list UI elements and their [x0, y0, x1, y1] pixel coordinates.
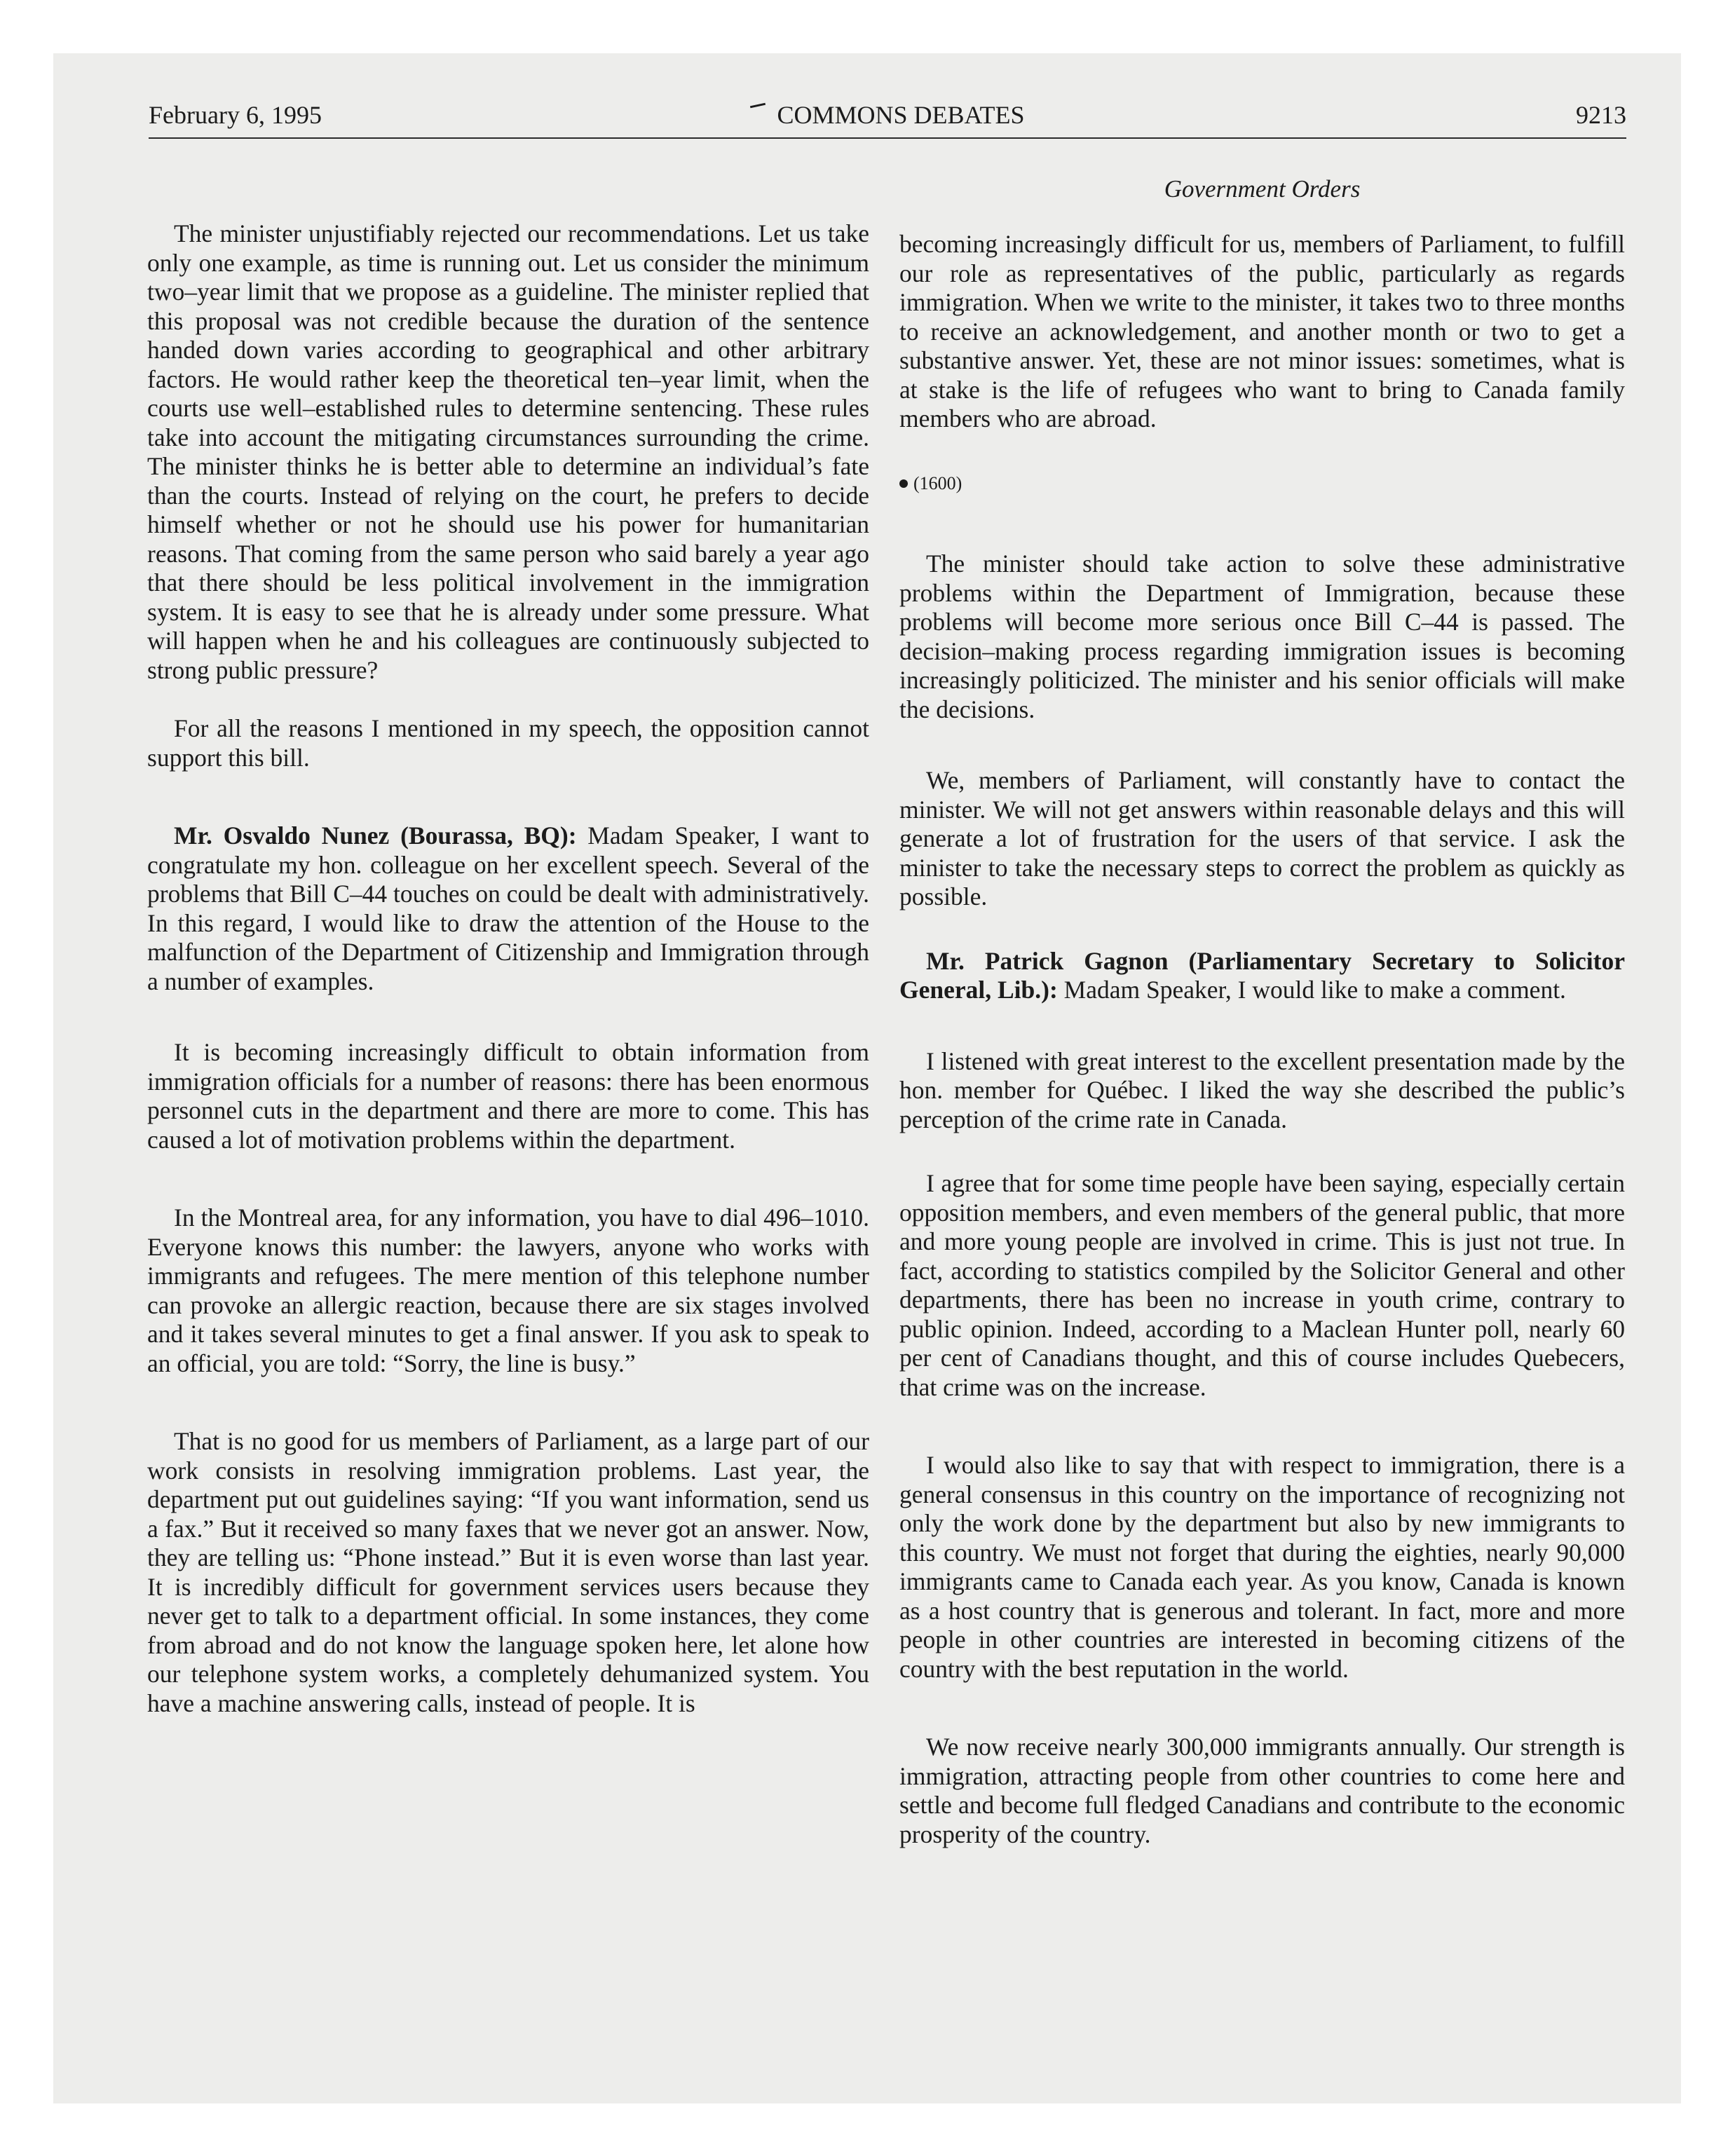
speaker-name: Mr. Patrick Gagnon (Parliamentary Secretary to Solicitor General, Lib.):	[899, 946, 1625, 1004]
left-column	[147, 219, 869, 1747]
paragraph: I would also like to say that with respect to immigration, there is a general consensus in this country on the importance of recognizing not only the work done by the department but also by new immigrants to this country. We must not forget that during the eighties, nearly 90,000 immigrants came to Canada each year. As you know, Canada is known as a host country that is generous and tolerant. In fact, more and more people in other countries are interested in becoming citizens of the country with the best reputation in the world.	[899, 1451, 1625, 1683]
paragraph: It is becoming increasingly difficult to obtain information from immigration officials for a number of reasons: there has been enormous personnel cuts in the department and there are more to come. This has caused a lot of motivation problems within the department.	[147, 1038, 869, 1154]
paragraph: The minister unjustifiably rejected our recommendations. Let us take only one example, as time is running out. Let us consider the minimum two–year limit that we propose as a guideline. The minister replied that this proposal was not credible because the duration of the sentence handed down varies according to geographical and other arbitrary factors. He would rather keep the theoretical ten–year limit, when the courts use well–established rules to determine sentencing. These rules take into account the mitigating circumstances surrounding the crime. The minister thinks he is better able to determine an individual’s fate than the courts. Instead of relying on the court, he prefers to decide himself whether or not he should use his power for humanitarian reasons. That coming from the same person who said barely a year ago that there should be less political involvement in the immigration system. It is easy to see that he is already under some pressure. What will happen when he and his colleagues are continuously subjected to strong public pressure?	[147, 219, 869, 684]
paragraph: We, members of Parliament, will constantly have to contact the minister. We will not get answers within reasonable delays and this will generate a lot of frustration for the users of that service. I ask the minister to take the necessary steps to correct the problem as quickly as possible.	[899, 766, 1625, 910]
time-marker	[899, 469, 1625, 498]
paragraph: I agree that for some time people have been saying, especially certain opposition members, and even members of the general public, that more and more young people are involved in crime. This is just not true. In fact, according to statistics compiled by the Solicitor General and other departments, there has been no increase in youth crime, contrary to public opinion. Indeed, according to a Maclean Hunter poll, nearly 60 per cent of Canadians thought, and this of course includes Quebecers, that crime was on the increase.	[899, 1169, 1625, 1401]
page-header	[149, 100, 1626, 139]
speech-text: Madam Speaker, I want to congratulate my hon. colleague on her excellent speech. Several of the problems that Bill C–44 touches on could be dealt with administratively. In this regard, I would like to draw the attention of the House to the malfunction of the Department of Citizenship and Immigration through a number of examples.	[147, 821, 869, 995]
header-title: COMMONS DEBATES	[777, 101, 1025, 129]
scan-mark-icon	[750, 103, 766, 109]
paragraph: I listened with great interest to the excellent presentation made by the hon. member for Québec. I liked the way she described the public’s perception of the crime rate in Canada.	[899, 1046, 1625, 1133]
paragraph-continued: becoming increasingly difficult for us, members of Parliament, to fulfill our role as representatives of the public, particularly as regards immigration. When we write to the minister, it takes two to three months to receive an acknowledgement, and another month or two to get a substantive answer. Yet, these are not minor issues: sometimes, what is at stake is the life of refugees who want to bring to Canada family members who are abroad.	[899, 230, 1625, 432]
header-title-wrap	[149, 100, 1626, 130]
right-column	[899, 230, 1625, 1878]
header-page-number: 9213	[1576, 101, 1626, 129]
speech-text: Madam Speaker, I would like to make a comment.	[1057, 976, 1566, 1004]
speaker-name: Mr. Osvaldo Nunez (Bourassa, BQ):	[174, 821, 577, 850]
section-label: Government Orders	[1164, 175, 1361, 203]
paragraph: For all the reasons I mentioned in my speech, the opposition cannot support this bill.	[147, 714, 869, 772]
time-marker-label: (1600)	[913, 472, 962, 493]
header-rule	[149, 137, 1626, 139]
paragraph: That is no good for us members of Parliament, as a large part of our work consists in resolving immigration problems. Last year, the department put out guidelines saying: “If you want information, send us a fax.” But it received so many faxes that we never got an answer. Now, they are telling us: “Phone instead.” But it is even worse than last year. It is incredibly difficult for government services users because they never get to talk to a department official. In some instances, they come from abroad and do not know the language spoken here, let alone how our telephone system works, a completely dehumanized system. You have a machine answering calls, instead of people. It is	[147, 1427, 869, 1717]
paragraph: The minister should take action to solve these administrative problems within the Department of Immigration, because these problems will become more serious once Bill C–44 is passed. The decision–making process regarding immigration issues is becoming increasingly politicized. The minister and his senior officials will make the decisions.	[899, 550, 1625, 723]
paragraph: In the Montreal area, for any information, you have to dial 496–1010. Everyone knows this number: the lawyers, anyone who works with immigrants and refugees. The mere mention of this telephone number can provoke an allergic reaction, because there are six stages involved and it takes several minutes to get a final answer. If you ask to speak to an official, you are told: “Sorry, the line is busy.”	[147, 1203, 869, 1377]
bullet-icon	[899, 479, 908, 488]
speaker-paragraph	[899, 947, 1625, 1005]
header-date: February 6, 1995	[149, 101, 322, 129]
paragraph: We now receive nearly 300,000 immigrants annually. Our strength is immigration, attracting people from other countries to come here and settle and become full fledged Canadians and contribute to the economic prosperity of the country.	[899, 1733, 1625, 1848]
speaker-paragraph	[147, 821, 869, 996]
